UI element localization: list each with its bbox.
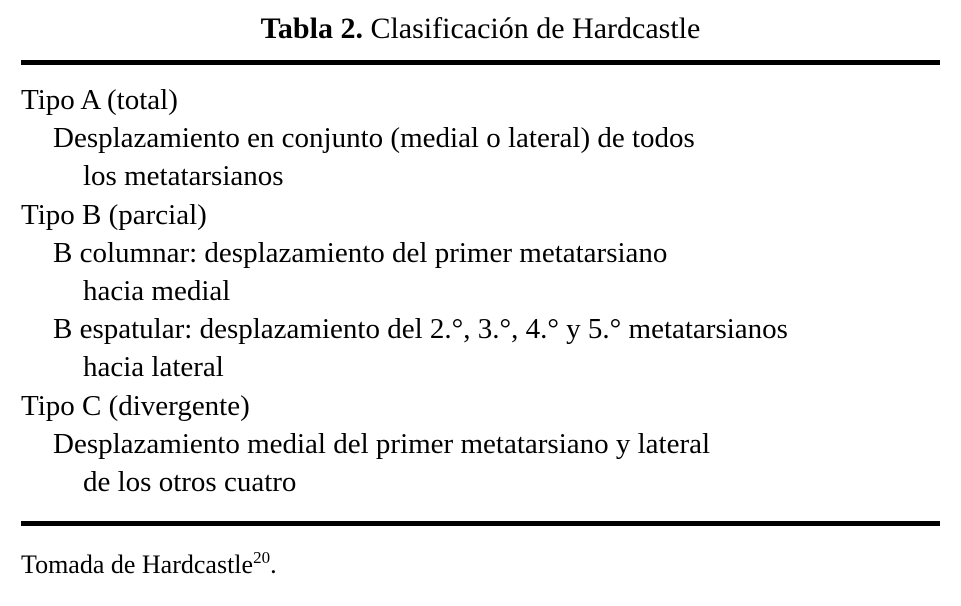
table-row: los metatarsianos [83, 160, 284, 193]
table-row-tipo-a: Tipo A (total) [21, 84, 178, 116]
footnote [21, 548, 277, 582]
table-row: Desplazamiento medial del primer metatarsiano y lateral [53, 427, 711, 460]
table-row-tipo-c: Tipo C (divergente) [21, 389, 250, 422]
table-row: de los otros cuatro [83, 466, 297, 499]
table-title-text: Clasificación de Hardcastle [370, 12, 701, 45]
table-title-number: Tabla 2. [260, 12, 363, 45]
table-row: B columnar: desplazamiento del primer metatarsiano [53, 236, 668, 269]
footnote-text: Tomada de Hardcastle [21, 550, 254, 579]
footnote-reference-number: 20 [253, 548, 271, 567]
table-body [21, 81, 951, 501]
bottom-rule [21, 521, 940, 526]
top-rule [21, 60, 940, 65]
footnote-period: . [270, 550, 277, 579]
table-row: hacia lateral [83, 351, 224, 384]
table-row: hacia medial [83, 275, 231, 308]
table-row: Desplazamiento en conjunto (medial o lateral) de todos [53, 122, 695, 155]
table-title [0, 10, 961, 48]
table-row-tipo-b: Tipo B (parcial) [21, 198, 207, 231]
table-row: B espatular: desplazamiento del 2.°, 3.°, 4.° y 5.° metatarsianos [53, 313, 788, 346]
